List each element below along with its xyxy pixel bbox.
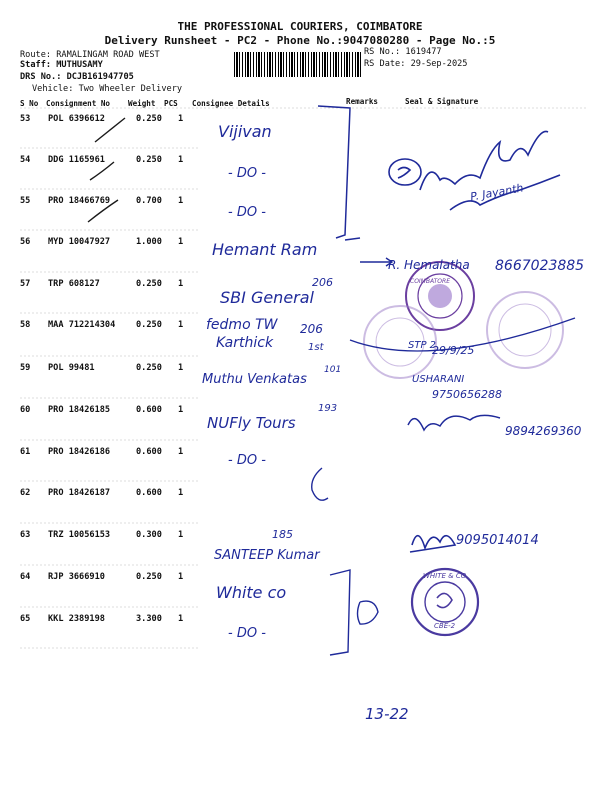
row-pcs: 1 [178,572,184,582]
sign-name2: P. Jayanth [469,181,525,204]
rs-no: RS No.: 1619477 [364,47,442,57]
row-weight: 1.000 [136,237,162,247]
stamp1-text: COIMBATORE [410,278,450,285]
row-pcs: 1 [178,155,184,165]
row-weight: 0.250 [136,320,162,330]
col-remarks: Remarks [346,97,379,106]
note-206b: 206 [300,322,323,336]
row-consignee: SANTEEP Kumar [214,548,320,563]
row-weight: 0.250 [136,363,162,373]
row-consignee: SBI General [220,288,314,307]
col-weight: Weight [128,99,156,108]
row-consignment: RJP 3666910 [48,572,105,582]
row-weight: 0.700 [136,196,162,206]
row-consignment: TRZ 10056153 [48,530,111,540]
row-consignment: MYD 10047927 [48,237,111,247]
note-101: 101 [324,365,342,375]
doodle-mark [312,468,328,500]
note-1st: 1st [308,342,324,353]
signature-row63 [410,536,455,552]
row-pcs: 1 [178,279,184,289]
row-consignee: NUFly Tours [207,414,296,432]
route-label: Route: RAMALINGAM ROAD WEST [20,50,160,60]
col-pcs: PCS [164,99,178,108]
row-weight: 0.250 [136,572,162,582]
row-consignee: Muthu Venkatas [202,372,307,387]
row-weight: 3.300 [136,614,162,624]
phone4: 9095014014 [456,533,539,548]
row-sno: 60 [20,405,31,415]
row-weight: 0.250 [136,279,162,289]
row-weight: 0.600 [136,488,162,498]
rs-date: RS Date: 29-Sep-2025 [364,59,468,69]
vehicle-label: Vehicle: Two Wheeler Delivery [32,84,183,94]
row-consignment: PRO 18426185 [48,405,111,415]
stamp2-line2: CBE-2 [434,622,456,630]
sign-name1: R. Hemalatha [388,258,470,272]
staff-label: Staff: MUTHUSAMY [20,60,103,70]
mini-sign-icon [358,601,379,624]
runsheet-subtitle: Delivery Runsheet - PC2 - Phone No.:9047080280 - Page No.:5 [104,34,496,47]
row-pcs: 1 [178,320,184,330]
row-weight: 0.250 [136,155,162,165]
row-pcs: 1 [178,196,184,206]
note-206a: 206 [312,276,333,289]
phone2: 9750656288 [432,388,502,401]
row-consignee: - DO - [228,453,266,468]
tick-marks [88,118,125,222]
row-consignment: PRO 18426187 [48,488,111,498]
row-sno: 64 [20,572,31,582]
row-consignee: - DO - [228,166,266,181]
row-sno: 53 [20,114,31,124]
row-pcs: 1 [178,405,184,415]
row-consignee: Vijivan [218,122,272,141]
row-consignee: - DO - [228,626,266,641]
col-seal-signature: Seal & Signature [405,97,479,106]
row-sno: 58 [20,320,31,330]
sign-date: 29/9/25 [432,344,475,357]
row-weight: 0.600 [136,447,162,457]
row-consignment: TRP 608127 [48,279,100,289]
row-sno: 57 [20,279,31,289]
row-pcs: 1 [178,447,184,457]
col-sno: S No [20,99,39,108]
note-185: 185 [272,528,293,541]
sign-code: STP 2 [408,340,437,351]
row-consignment: MAA 712214304 [48,320,116,330]
note-193: 193 [318,403,338,414]
stamp-coimbatore-icon [406,262,474,330]
row-sno: 59 [20,363,31,373]
row-sno: 62 [20,488,31,498]
row-pcs: 1 [178,488,184,498]
row-pcs: 1 [178,530,184,540]
row-sno: 63 [20,530,31,540]
row-consignment: DDG 1165961 [48,155,105,165]
row-consignment: POL 99481 [48,363,95,373]
row-consignment: PRO 18466769 [48,196,111,206]
col-consignment: Consignment No [46,99,111,108]
row-sno: 61 [20,447,31,457]
stamp-faint-right-icon [487,292,563,368]
row-pcs: 1 [178,363,184,373]
row-sno: 54 [20,155,31,165]
row-sno: 56 [20,237,31,247]
bracket-mark [318,106,350,238]
bracket-tail [345,238,360,240]
row-sno: 55 [20,196,31,206]
footer-mark: 13-22 [365,705,409,723]
row-sno: 65 [20,614,31,624]
note-fedmo: fedmo TW [206,317,278,333]
phone3: 9894269360 [505,424,582,438]
row-consignment: KKL 2389198 [48,614,105,624]
row-consignee: Karthick [216,335,274,351]
company-title: THE PROFESSIONAL COURIERS, COIMBATORE [177,20,423,33]
row-weight: 0.250 [136,114,162,124]
phone1: 8667023885 [495,258,585,274]
sign-usha: USHARANI [412,374,465,385]
row-weight: 0.600 [136,405,162,415]
row-pcs: 1 [178,237,184,247]
row-consignment: POL 6396612 [48,114,105,124]
row-pcs: 1 [178,114,184,124]
row-consignee: - DO - [228,205,266,220]
col-consignee: Consignee Details [192,99,270,108]
row-pcs: 1 [178,614,184,624]
bracket-64-65 [330,570,350,655]
signature-row60 [408,415,500,430]
row-consignee: Hemant Ram [212,240,318,259]
row-consignment: PRO 18426186 [48,447,111,457]
stamp2-line1: WHITE & CO. [423,572,469,580]
row-weight: 0.300 [136,530,162,540]
drs-label: DRS No.: DCJB161947705 [20,72,134,82]
row-consignee: White co [216,583,287,602]
